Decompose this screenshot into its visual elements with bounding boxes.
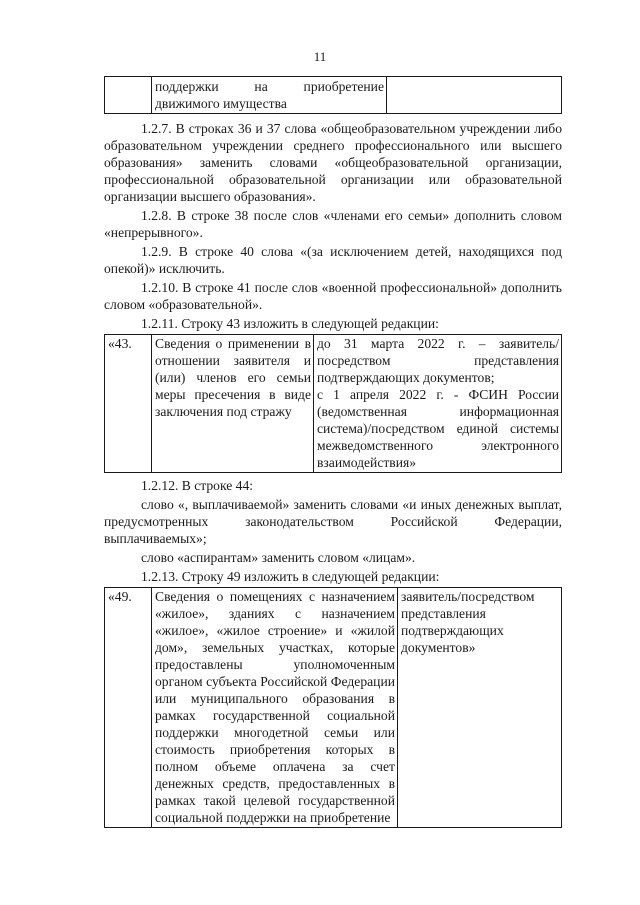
paragraph-1-2-9: 1.2.9. В строке 40 слова «(за исключением детей, находящихся под опекой)» исключить.: [104, 244, 562, 276]
paragraph-1-2-13: 1.2.13. Строку 49 изложить в следующей редакции:: [141, 569, 440, 584]
row-49-description: Сведения о помещениях с назначением «жилое», зданиях с назначением «жилое», «жилое строение» и «жилой дом», земельных участках, которые предоставлены уполномоченным органом субъекта Российской Федерации или муниципального образования в рамках государственной социальной поддержки многодетной семьи или стоимость приобретения которых в полном объеме оплачена за счет денежных средств, предоставленных в рамках такой целевой государственной социальной поддержки на приобретение: [152, 588, 398, 828]
page-number: 11: [313, 49, 327, 64]
row-43-description: Сведения о применении в отношении заявителя и (или) членов его семьи меры пресечения в виде заключения под стражу: [152, 335, 314, 473]
row-43-table: [104, 334, 562, 473]
paragraph-1-2-12: 1.2.12. В строке 44:: [141, 478, 254, 493]
row-49-number: «49.: [105, 588, 152, 828]
row-49-table: [104, 587, 562, 828]
paragraph-1-2-7: 1.2.7. В строках 36 и 37 слова «общеобразовательном учреждении либо образовательном учреждении среднего профессионального или высшего образования» заменить словами «общеобразовательной организации, профессиональной образовательной организации или образовательной организации высшего образования».: [104, 121, 562, 204]
row-43-source-after: с 1 апреля 2022 г. - ФСИН России (ведомственная информационная система)/посредством единой системы межведомственного электронного взаимодействия»: [317, 387, 559, 470]
paragraph-1-2-10: 1.2.10. В строке 41 после слов «военной профессиональной» дополнить словом «образовательной».: [104, 280, 562, 312]
table-row: [105, 77, 562, 114]
row-49-source: заявитель/посредством представления подтверждающих документов»: [398, 588, 562, 828]
row-43-source: [314, 335, 562, 473]
table-cell-number: [105, 77, 152, 114]
table-row: [105, 335, 562, 473]
table-cell-source: [387, 77, 562, 114]
paragraph-1-2-12-a: слово «, выплачиваемой» заменить словами «и иных денежных выплат, предусмотренных законодательством Российской Федерации, выплачиваемых»;: [104, 497, 562, 546]
continuation-table: [104, 76, 562, 114]
paragraph-1-2-12-b: слово «аспирантам» заменить словом «лицам».: [141, 550, 416, 565]
document-body: [104, 76, 562, 828]
table-row: [105, 588, 562, 828]
row-43-source-before: до 31 марта 2022 г. – заявитель/посредством представления подтверждающих документов;: [317, 336, 559, 385]
row-43-number: «43.: [105, 335, 152, 473]
table-cell-description: поддержки на приобретение движимого имущества: [152, 77, 387, 114]
paragraph-1-2-11: 1.2.11. Строку 43 изложить в следующей редакции:: [141, 316, 439, 331]
paragraph-1-2-8: 1.2.8. В строке 38 после слов «членами его семьи» дополнить словом «непрерывного».: [104, 208, 562, 240]
